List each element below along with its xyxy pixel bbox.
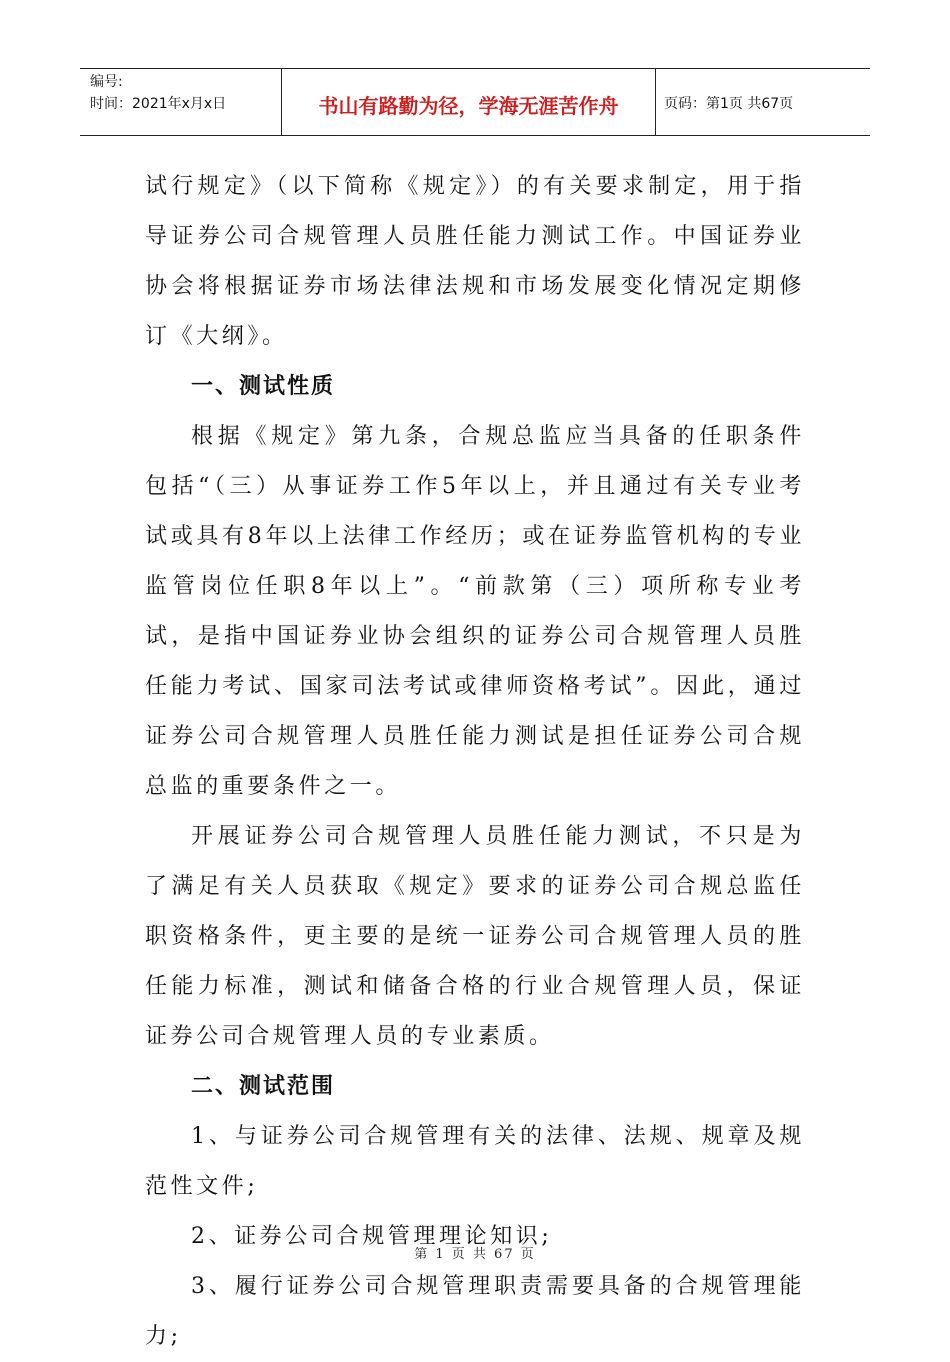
paragraph-intro: 试行规定》（以下简称《规定》）的有关要求制定，用于指导证券公司合规管理人员胜任能力测试工作。中国证券业协会将根据证券市场法律法规和市场发展变化情况定期修订《大纲》。 bbox=[145, 174, 805, 349]
list-item-scope-1: 1、与证券公司合规管理有关的法律、法规、规章及规范性文件; bbox=[145, 1124, 805, 1199]
paragraph-test-purpose: 开展证券公司合规管理人员胜任能力测试，不只是为了满足有关人员获取《规定》要求的证券公司合规总监任职资格条件，更主要的是统一证券公司合规管理人员的胜任能力标准，测试和储备合格的行业合规管理人员，保证证券公司合规管理人员的专业素质。 bbox=[145, 824, 805, 1049]
document-header bbox=[80, 68, 870, 136]
document-number-label: 编号: bbox=[90, 74, 123, 90]
header-page-info: 页码：第1页 共67页 bbox=[664, 96, 794, 112]
section-heading-test-scope: 二、测试范围 bbox=[191, 1074, 336, 1099]
document-body bbox=[145, 162, 805, 1362]
section-heading-test-nature: 一、测试性质 bbox=[191, 374, 336, 399]
paragraph-test-nature: 根据《规定》第九条，合规总监应当具备的任职条件包括“（三）从事证券工作5年以上，并且通过有关专业考试或具有8年以上法律工作经历；或在证券监管机构的专业监管岗位任职8年以上”。“前款第（三）项所称专业考试，是指中国证券业协会组织的证券公司合规管理人员胜任能力考试、国家司法考试或律师资格考试”。因此，通过证券公司合规管理人员胜任能力测试是担任证券公司合规总监的重要条件之一。 bbox=[145, 424, 805, 799]
list-item-scope-3: 3、履行证券公司合规管理职责需要具备的合规管理能力; bbox=[145, 1274, 805, 1349]
document-time-label: 时间：2021年x月x日 bbox=[90, 96, 227, 112]
header-motto: 书山有路勤为径，学海无涯苦作舟 bbox=[318, 93, 619, 118]
header-page-cell bbox=[656, 69, 870, 135]
header-meta-cell bbox=[80, 69, 282, 135]
page-footer: 第 1 页 共 67 页 bbox=[414, 1247, 536, 1262]
header-motto-cell bbox=[282, 69, 656, 135]
list-item-scope-2: 2、证券公司合规管理理论知识; bbox=[191, 1224, 553, 1249]
